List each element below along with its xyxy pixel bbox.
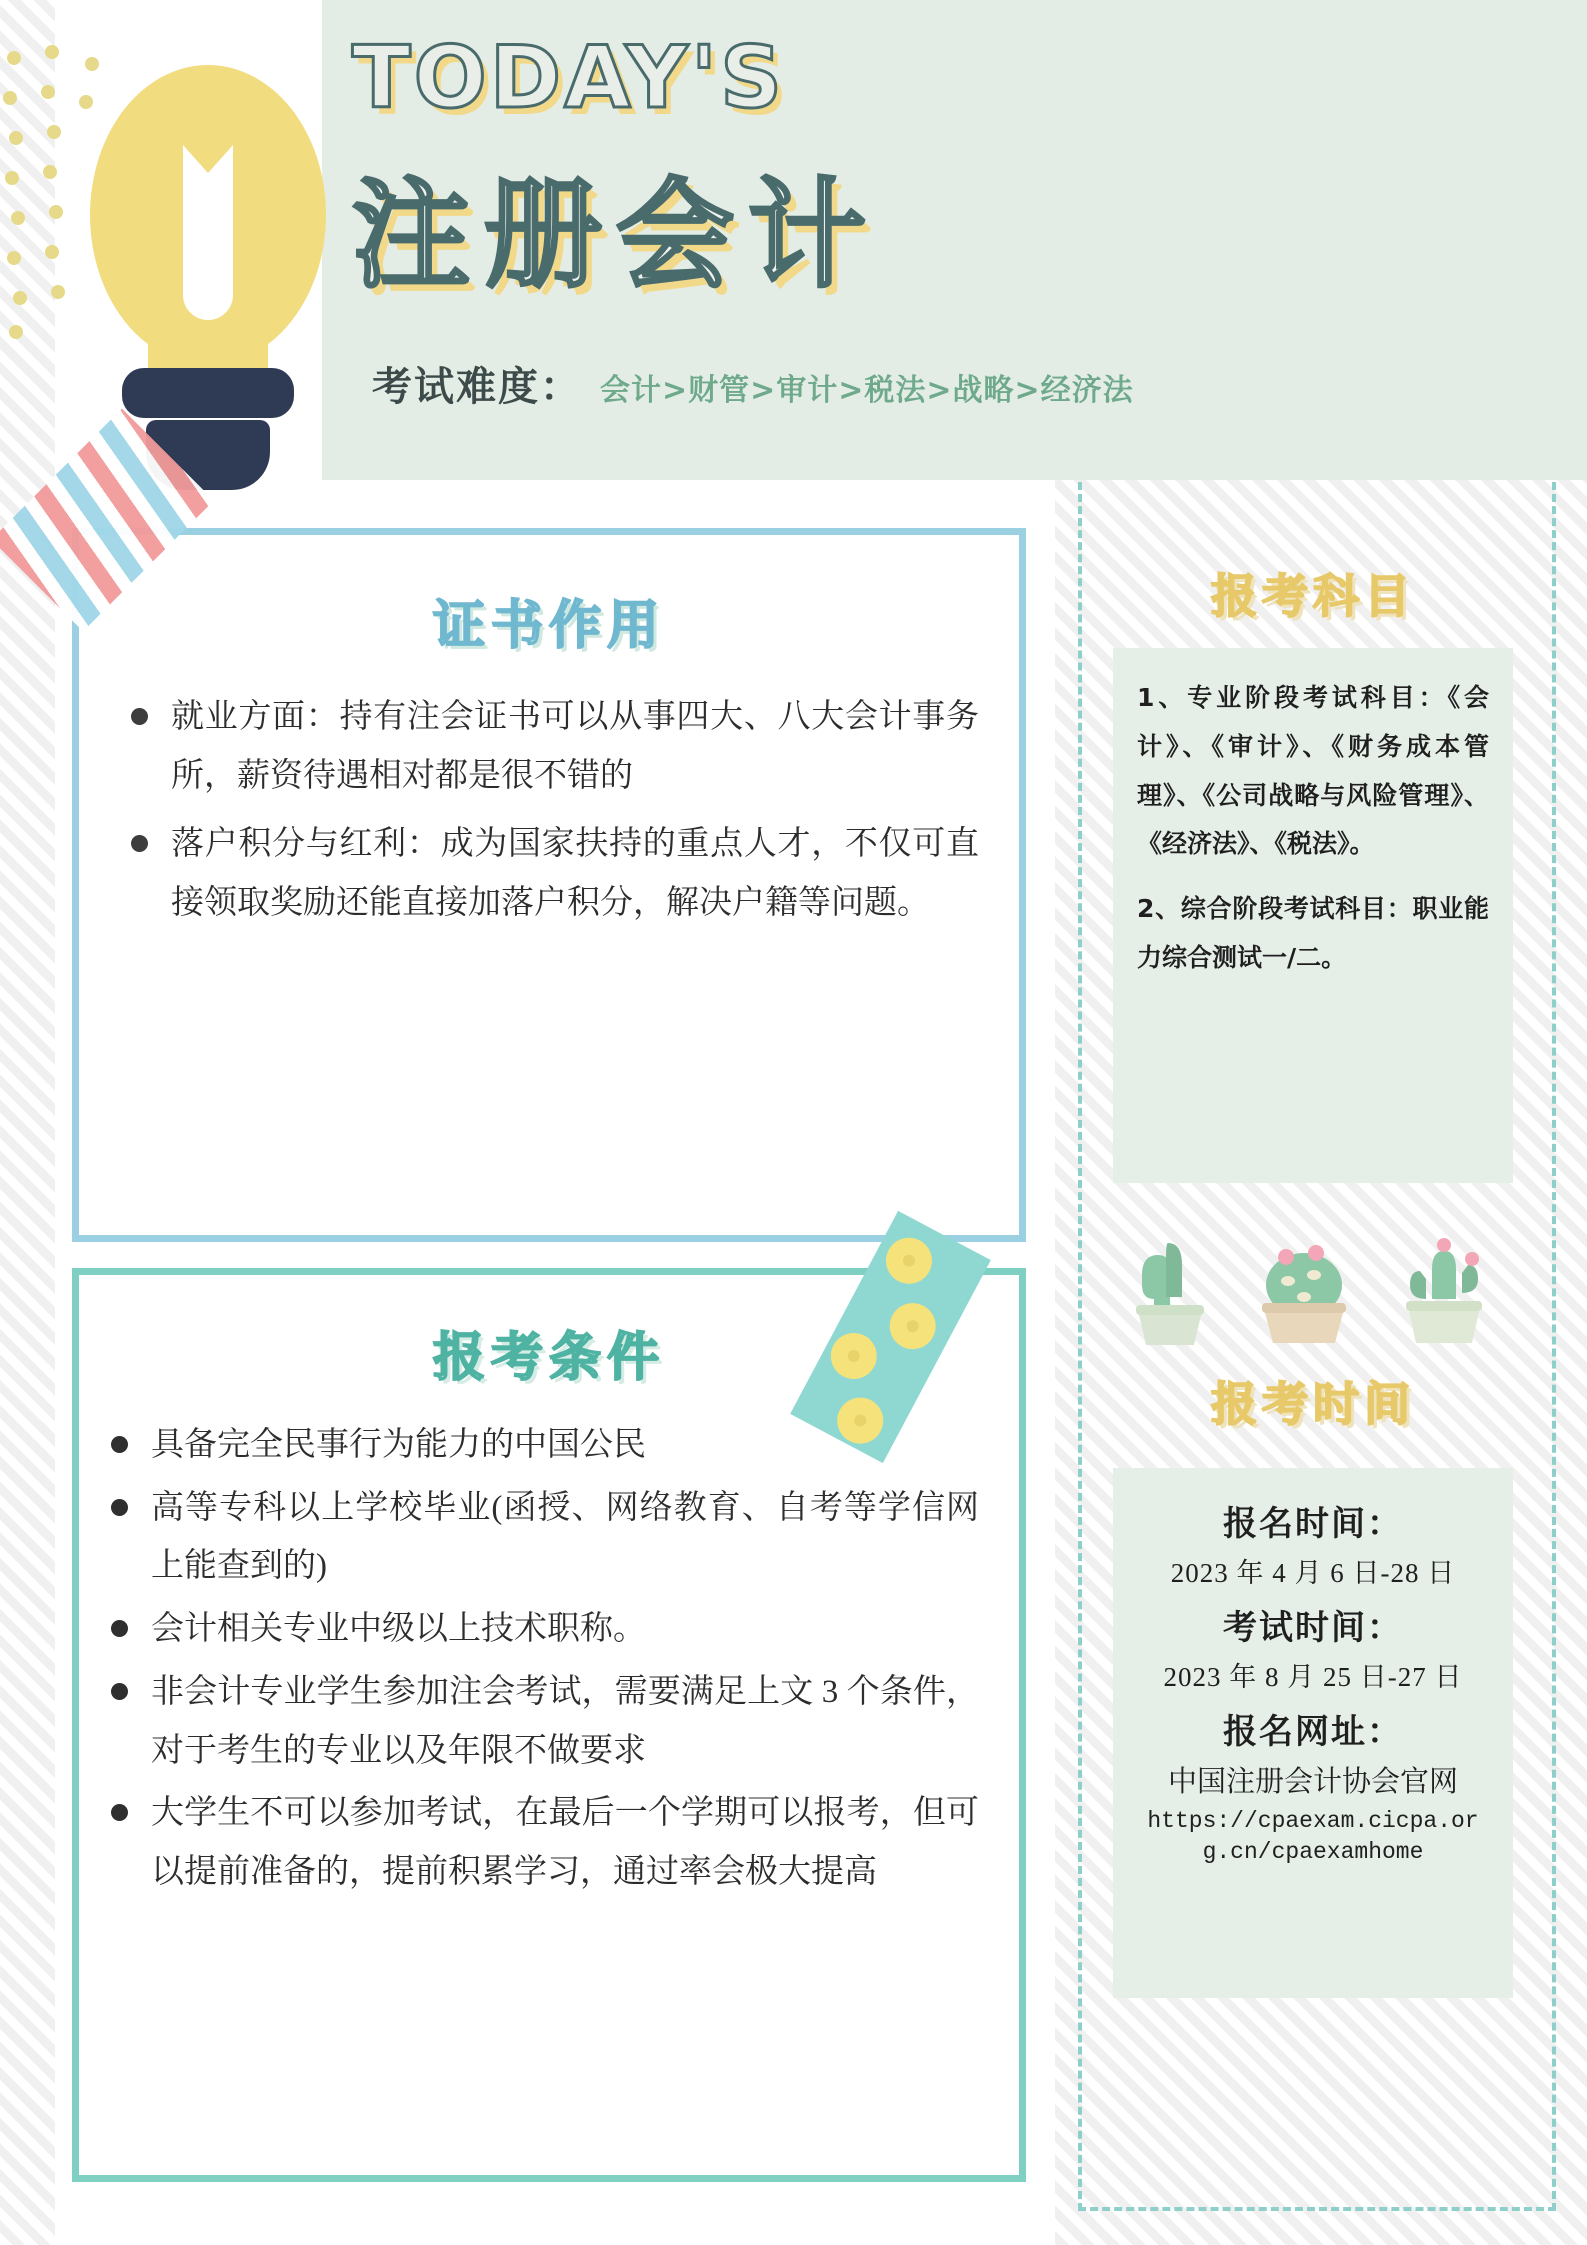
signup-time-value: 2023 年 4 月 6 日-28 日: [1170, 1558, 1456, 1588]
difficulty-subtitle: [372, 355, 1134, 412]
list-item: 具备完全民事行为能力的中国公民: [105, 1416, 979, 1475]
exam-time-label: 考试时间：: [1223, 1608, 1403, 1648]
subjects-paragraph: 1、专业阶段考试科目：《会计》、《审计》、《财务成本管理》、《公司战略与风险管理》、《经济法》、《税法》。: [1137, 683, 1489, 859]
list-item: 就业方面：持有注会证书可以从事四大、八大会计事务所，薪资待遇相对都是很不错的: [125, 688, 979, 805]
list-item: 非会计专业学生参加注会考试，需要满足上文 3 个条件，对于考生的专业以及年限不做要求: [105, 1663, 979, 1780]
certificate-list: [79, 688, 1019, 933]
exam-time-panel: [1113, 1468, 1513, 1998]
certificate-section-title: 证书作用: [432, 596, 665, 656]
list-item: 会计相关专业中级以上技术职称。: [105, 1600, 979, 1659]
cactus-decoration: [1118, 1235, 1518, 1355]
subjects-paragraph: 2、综合阶段考试科目：职业能力综合测试一/二。: [1137, 894, 1489, 972]
signup-site-name: 中国注册会计协会官网: [1167, 1766, 1458, 1798]
certificate-use-section: [72, 528, 1026, 1242]
conditions-list: [79, 1416, 1019, 1902]
signup-site-label: 报名网址：: [1223, 1712, 1403, 1752]
list-item: 落户积分与红利：成为国家扶持的重点人才，不仅可直接领取奖励还能直接加落户积分，解决户籍等问题。: [125, 815, 979, 932]
conditions-section-title: 报考条件: [432, 1328, 665, 1388]
page-title-chinese: 注册会计: [352, 166, 881, 304]
difficulty-value: 会计>财管>审计>税法>战略>经济法: [600, 373, 1134, 408]
exam-time-value: 2023 年 8 月 25 日-27 日: [1163, 1662, 1463, 1692]
signup-time-label: 报名时间：: [1223, 1504, 1403, 1544]
subjects-section-title: 报考科目: [1211, 569, 1415, 623]
list-item: 大学生不可以参加考试，在最后一个学期可以报考，但可以提前准备的，提前积累学习，通过率会极大提高: [105, 1784, 979, 1901]
exam-time-section-title: 报考时间: [1211, 1377, 1415, 1431]
signup-site-url[interactable]: https://cpaexam.cicpa.org.cn/cpaexamhome: [1147, 1808, 1479, 1866]
page-title-english: TODAY'S: [352, 28, 786, 128]
subjects-panel: [1113, 648, 1513, 1183]
list-item: 高等专科以上学校毕业(函授、网络教育、自考等学信网上能查到的): [105, 1479, 979, 1596]
difficulty-label: 考试难度：: [372, 364, 582, 410]
